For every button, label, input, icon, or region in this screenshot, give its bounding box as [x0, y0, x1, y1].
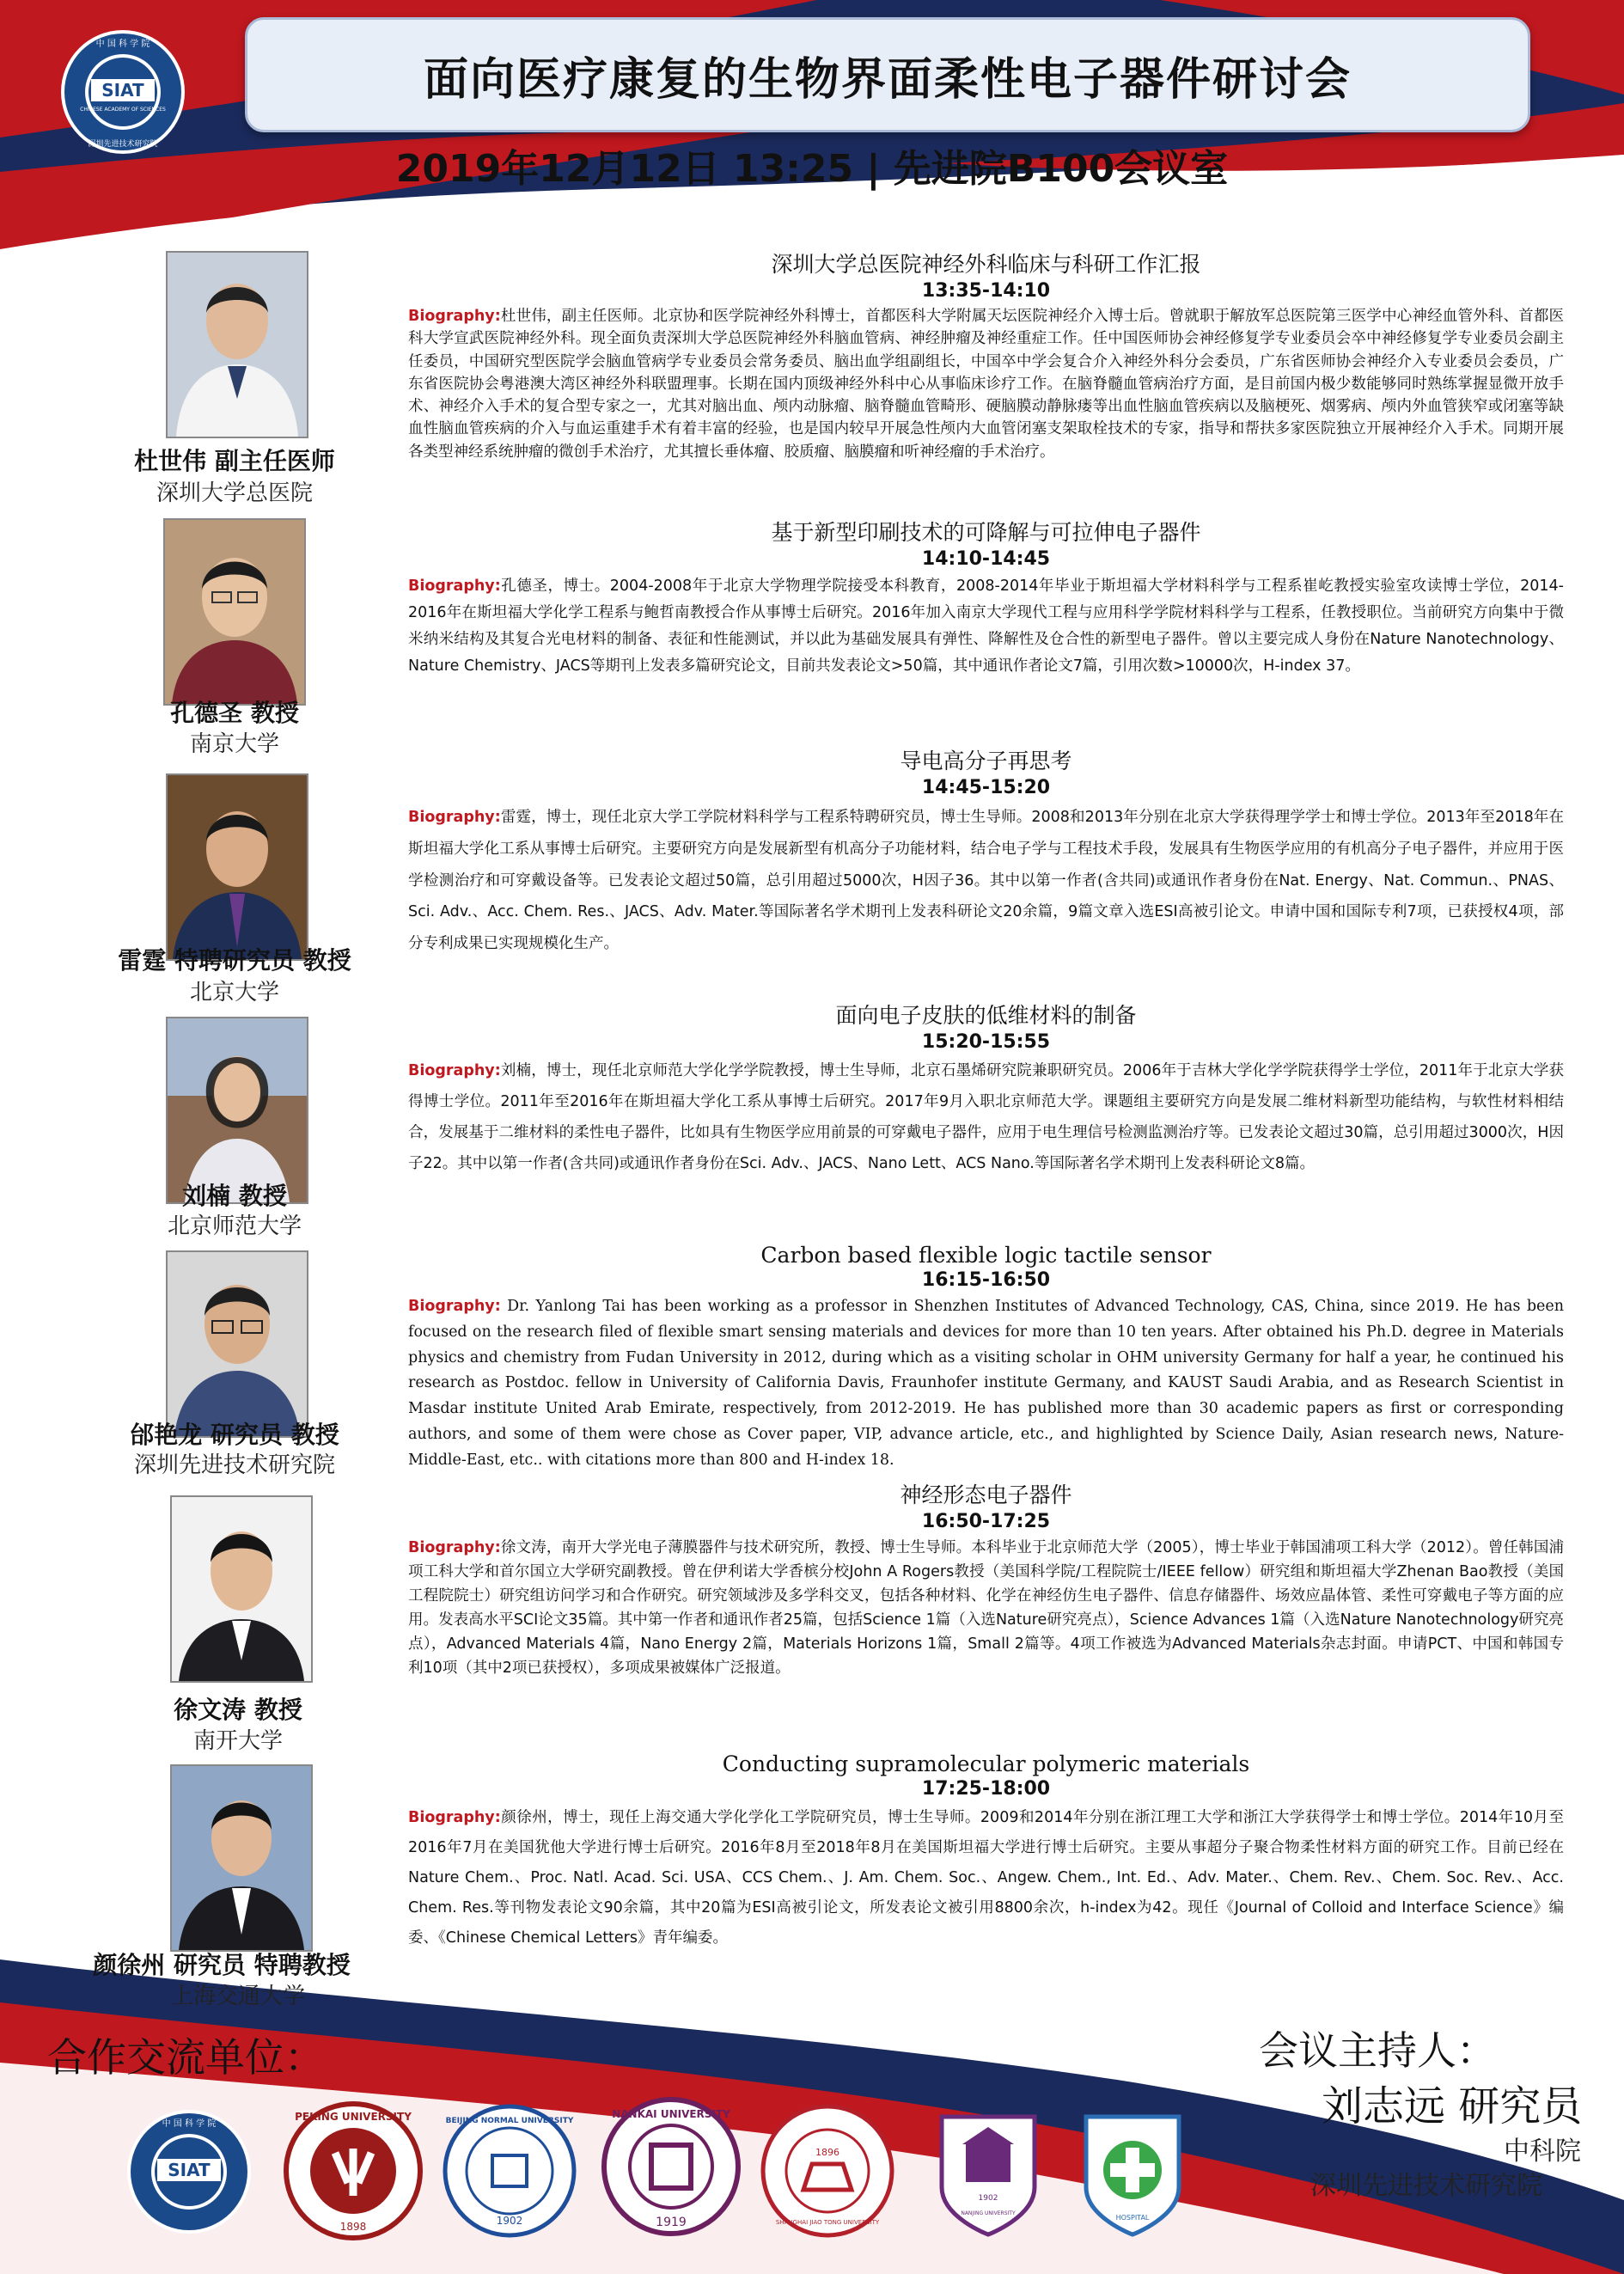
speaker-name-6: 徐文涛 教授	[174, 1696, 302, 1724]
svg-text:HOSPITAL: HOSPITAL	[1115, 2214, 1150, 2222]
talk-time: 14:45-15:20	[921, 777, 1051, 798]
biography-text: 颜徐州，博士，现任上海交通大学化学化工学院研究员，博士生导师。2009和2014年分别在浙江理工大学和浙江大学获得学士和博士学位。2014年10月至2016年7月在美国犹他大学进行博士后研究。2016年8月至2018年8月在美国斯坦福大学进行博士后研究。主要从事超分子聚合物柔性材料方面的研究工作。目前已经在Nature Chem.、Proc. Natl. Acad. Sci. USA、CCS Chem.、J. Am. Chem. Soc.、Angew. Chem., Int. Ed.、Adv. Mater.、Chem. Rev.、Chem. Soc. Rev.、Acc. Chem. Res.等刊物发表论文90余篇，其中20篇为ESI高被引论文，所发表论文被引用8800余次，h-index为42。现任《Journal of Colloid and Interface Science》编委、《Chinese Chemical Letters》青年编委。	[408, 1809, 1564, 1947]
talk-5	[408, 1243, 1564, 1473]
partner-logo-nju	[937, 2110, 1040, 2239]
talk-time: 13:35-14:10	[921, 280, 1051, 302]
talk-time: 16:50-17:25	[921, 1511, 1051, 1532]
speaker-name-2: 孔德圣 教授	[170, 699, 299, 727]
svg-text:NANKAI UNIVERSITY: NANKAI UNIVERSITY	[612, 2108, 730, 2120]
svg-text:1902: 1902	[496, 2215, 523, 2227]
talk-title: Conducting supramolecular polymeric materials	[722, 1751, 1250, 1776]
svg-text:1902: 1902	[978, 2194, 998, 2203]
speaker-photo-3	[166, 773, 308, 961]
svg-text:CHINESE ACADEMY OF SCIENCES: CHINESE ACADEMY OF SCIENCES	[80, 107, 166, 113]
biography-label: Biography:	[408, 1298, 501, 1315]
biography-text: 雷霆，博士，现任北京大学工学院材料科学与工程系特聘研究员，博士生导师。2008和2013年分别在北京大学获得理学学士和博士学位。2013年至2018年在斯坦福大学化工系从事博士后研究。主要研究方向是发展新型有机高分子功能材料，结合电子学与工程技术手段，发展具有生物医学应用的有机高分子电子器件，并应用于医学检测治疗和可穿戴设备等。已发表论文超过50篇，总引用超过5000次，H因子36。其中以第一作者(含共同)或通讯作者身份在Nat. Energy、Nat. Commun.、PNAS、Sci. Adv.、Acc. Chem. Res.、JACS、Adv. Mater.等国际著名学术期刊上发表科研论文20余篇，9篇文章入选ESI高被引论文。申请中国和国际专利7项，已获授权4项，部分专利成果已实现规模化生产。	[408, 809, 1564, 952]
talk-title: 基于新型印刷技术的可降解与可拉伸电子器件	[771, 520, 1201, 545]
talk-title: 深圳大学总医院神经外科临床与科研工作汇报	[771, 252, 1201, 277]
speaker-institution-5: 深圳先进技术研究院	[133, 1452, 335, 1478]
speaker-name-5: 邰艳龙 研究员 教授	[130, 1421, 339, 1449]
talk-title: 导电高分子再思考	[900, 749, 1072, 773]
speaker-institution-2: 南京大学	[189, 731, 279, 757]
host-organization-line1: 中科院	[1504, 2136, 1581, 2167]
talk-7	[408, 1751, 1564, 1953]
speaker-institution-4: 北京师范大学	[167, 1213, 302, 1239]
talk-biography	[408, 802, 1564, 960]
speaker-name-3: 雷霆 特聘研究员 教授	[118, 946, 351, 975]
host-organization-line2: 深圳先进技术研究院	[1310, 2171, 1542, 2201]
talk-3	[408, 744, 1564, 960]
biography-text: 刘楠，博士，现任北京师范大学化学学院教授，博士生导师，北京石墨烯研究院兼职研究员。2006年于吉林大学化学学院获得学士学位，2011年于北京大学获得博士学位。2011年至2016年在斯坦福大学化工系从事博士后研究。2017年9月入职北京师范大学。课题组主要研究方向是发展二维材料新型功能结构，与软性材料相结合，发展基于二维材料的柔性电子器件，比如具有生物医学应用前景的可穿戴电子器件，应用于电生理信号检测监测治疗等。已发表论文超过30篇，总引用超过3000次，H因子22。其中以第一作者(含共同)或通讯作者身份在Sci. Adv.、JACS、Nano Lett、ACS Nano.等国际著名学术期刊上发表科研论文8篇。	[408, 1062, 1564, 1172]
speaker-institution-1: 深圳大学总医院	[156, 480, 313, 506]
biography-label: Biography:	[408, 1539, 501, 1556]
talk-6	[408, 1478, 1564, 1680]
speaker-institution-7: 上海交通大学	[170, 1984, 305, 2009]
biography-label: Biography:	[408, 809, 501, 826]
speaker-photo-1	[166, 251, 308, 438]
cooperation-label: 合作交流单位：	[47, 2034, 324, 2081]
talk-title: Carbon based flexible logic tactile sensor	[760, 1243, 1212, 1268]
talk-biography	[408, 1294, 1564, 1473]
partner-logo-nankai	[601, 2097, 741, 2236]
speaker-photo-4	[166, 1017, 308, 1204]
biography-text: 徐文涛，南开大学光电子薄膜器件与技术研究所，教授、博士生导师。本科毕业于北京师范大学（2005），博士毕业于韩国浦项工科大学（2012）。曾任韩国浦项工科大学和首尔国立大学研究副教授。曾在伊利诺大学香槟分校John A Rogers教授（美国科学院/工程院院士/IEEE fellow）研究组和斯坦福大学Zhenan Bao教授（美国工程院院士）研究组访问学习和合作研究。研究领域涉及多学科交叉，包括各种材料、化学在神经仿生电子器件、信息存储器件、场效应晶体管、柔性可穿戴电子等方面的应用。发表高水平SCI论文35篇。其中第一作者和通讯作者25篇，包括Science 1篇（入选Nature研究亮点），Science Advances 1篇（入选Nature Nanotechnology研究亮点），Advanced Materials 4篇，Nano Energy 2篇，Materials Horizons 1篇，Small 2篇等。4项工作被选为Advanced Materials杂志封面。申请PCT、中国和韩国专利10项（其中2项已获授权），多项成果被媒体广泛报道。	[408, 1539, 1564, 1677]
speaker-photo-6	[170, 1495, 313, 1683]
host-label: 会议主持人：	[1259, 2027, 1496, 2074]
talk-4	[408, 999, 1564, 1180]
svg-text:SIAT: SIAT	[101, 80, 144, 101]
speaker-photo-5	[166, 1250, 308, 1438]
biography-text: 孔德圣，博士。2004-2008年于北京大学物理学院接受本科教育，2008-2014年毕业于斯坦福大学材料科学与工程系崔屹教授实验室攻读博士学位，2014-2016年在斯坦福大学化学工程系与鲍哲南教授合作从事博士后研究。2016年加入南京大学现代工程与应用科学学院材料科学与工程系，任教授职位。当前研究方向集中于微米纳米结构及其复合光电材料的制备、表征和性能测试，并以此为基础发展具有弹性、降解性及仓合性的新型电子器件。曾以主要完成人身份在Nature Nanotechnology、Nature Chemistry、JACS等期刊上发表多篇研究论文，目前共发表论文>50篇，其中通讯作者论文7篇，引用次数>10000次，H-index 37。	[408, 578, 1564, 675]
svg-text:PEKING UNIVERSITY: PEKING UNIVERSITY	[295, 2111, 412, 2123]
speaker-institution-3: 北京大学	[189, 980, 279, 1006]
svg-text:NANJING UNIVERSITY: NANJING UNIVERSITY	[961, 2210, 1016, 2216]
biography-text: Dr. Yanlong Tai has been working as a professor in Shenzhen Institutes of Advanced Technology, CAS, China, since 2019. He has been focused on the research filed of flexible smart sensing materials and devices for more than 10 ten years. After obtained his Ph.D. degree in Materials physics and chemistry from Fudan University in 2012, during which as a visiting scholar in OHM university Germany for half a year, he continued his research as Postdoc. fellow in University of California Davis, Fraunhofer institute Germany, and KAUST Saudi Arabia, and as Research Scientist in Masdar institute United Arab Emirate, respectively, from 2012-2019. He has published more than 30 academic papers as first or corresponding authors, and some of them were chose as Cover paper, VIP, advance article, etc., and highlighted by Science Daily, Asian research news, Nature-Middle-East, etc.. with citations more than 800 and H-index 18.	[408, 1298, 1564, 1469]
talk-1	[408, 248, 1564, 463]
svg-text:BEIJING NORMAL UNIVERSITY: BEIJING NORMAL UNIVERSITY	[445, 2117, 574, 2125]
speaker-institution-6: 南开大学	[192, 1728, 283, 1754]
svg-text:SHANGHAI JIAO TONG UNIVERSITY: SHANGHAI JIAO TONG UNIVERSITY	[775, 2219, 880, 2226]
talk-title: 面向电子皮肤的低维材料的制备	[835, 1003, 1137, 1028]
svg-text:1919: 1919	[656, 2216, 687, 2229]
svg-text:SIAT: SIAT	[168, 2160, 211, 2180]
partner-logo-sjtu	[760, 2104, 894, 2238]
talk-biography	[408, 1056, 1564, 1180]
talk-title: 神经形态电子器件	[900, 1482, 1072, 1507]
talk-time: 17:25-18:00	[921, 1778, 1051, 1800]
talk-biography	[408, 1803, 1564, 1953]
svg-text:深圳先进技术研究院: 深圳先进技术研究院	[88, 140, 158, 149]
svg-text:1896: 1896	[815, 2147, 839, 2158]
biography-label: Biography:	[408, 308, 501, 325]
talk-time: 15:20-15:55	[921, 1031, 1051, 1053]
page-title: 面向医疗康复的生物界面柔性电子器件研讨会	[423, 53, 1352, 106]
title-banner	[245, 17, 1530, 132]
svg-text:中 国 科 学 院: 中 国 科 学 院	[162, 2119, 217, 2129]
talk-2	[408, 516, 1564, 681]
svg-text:1898: 1898	[339, 2221, 367, 2233]
svg-text:中 国 科 学 院: 中 国 科 学 院	[95, 40, 150, 49]
speaker-name-4: 刘楠 教授	[182, 1182, 287, 1210]
biography-label: Biography:	[408, 1062, 501, 1079]
date-time-venue: 2019年12月12日 13:25 | 先进院B100会议室	[395, 147, 1229, 191]
talk-time: 16:15-16:50	[921, 1269, 1051, 1291]
speaker-name-1: 杜世伟 副主任医师	[134, 447, 335, 475]
host-name: 刘志远 研究员	[1322, 2082, 1583, 2130]
biography-label: Biography:	[408, 1809, 501, 1826]
partner-logo-bnu	[443, 2104, 577, 2238]
speaker-photo-2	[163, 518, 306, 706]
partner-logo-siat	[125, 2107, 253, 2236]
partner-logo-hospital	[1081, 2110, 1184, 2239]
talk-time: 14:10-14:45	[921, 548, 1051, 570]
talk-biography	[408, 305, 1564, 463]
biography-label: Biography:	[408, 578, 501, 595]
talk-biography	[408, 573, 1564, 681]
speaker-name-7: 颜徐州 研究员 特聘教授	[93, 1951, 351, 1979]
biography-text: 杜世伟，副主任医师。北京协和医学院神经外科博士，首都医科大学附属天坛医院神经介入博士后。曾就职于解放军总医院第三医学中心神经血管外科、首都医科大学宣武医院神经外科。现全面负责深圳大学总医院神经外科脑血管病、神经肿瘤及神经重症工作。任中国医师协会神经修复学专业委员会卒中神经修复学专业委员会副主任委员，中国研究型医院学会脑血管病学专业委员会常务委员、脑出血学组副组长，中国卒中学会复合介入神经外科分会委员，广东省医师协会神经介入专业委员会委员，广东省医院协会粤港澳大湾区神经外科联盟理事。长期在国内顶级神经外科中心从事临床诊疗工作。在脑脊髓血管病治疗方面，是目前国内极少数能够同时熟练掌握显微开放手术、神经介入手术的复合型专家之一，尤其对脑出血、颅内动脉瘤、脑脊髓血管畸形、硬脑膜动静脉瘘等出血性脑血管疾病以及脑梗死、烟雾病、颅内外血管狭窄或闭塞等缺血性脑血管疾病的介入与血运重建手术有着丰富的经验，也是国内较早开展急性颅内大血管闭塞支架取栓技术的专家，指导和帮扶多家医院独立开展神经介入手术。同期开展各类型神经系统肿瘤的微创手术治疗，尤其擅长垂体瘤、胶质瘤、脑膜瘤和听神经瘤的手术治疗。	[408, 308, 1564, 461]
speaker-photo-7	[170, 1764, 313, 1952]
talk-biography	[408, 1536, 1564, 1680]
partner-logo-peking	[284, 2101, 423, 2240]
